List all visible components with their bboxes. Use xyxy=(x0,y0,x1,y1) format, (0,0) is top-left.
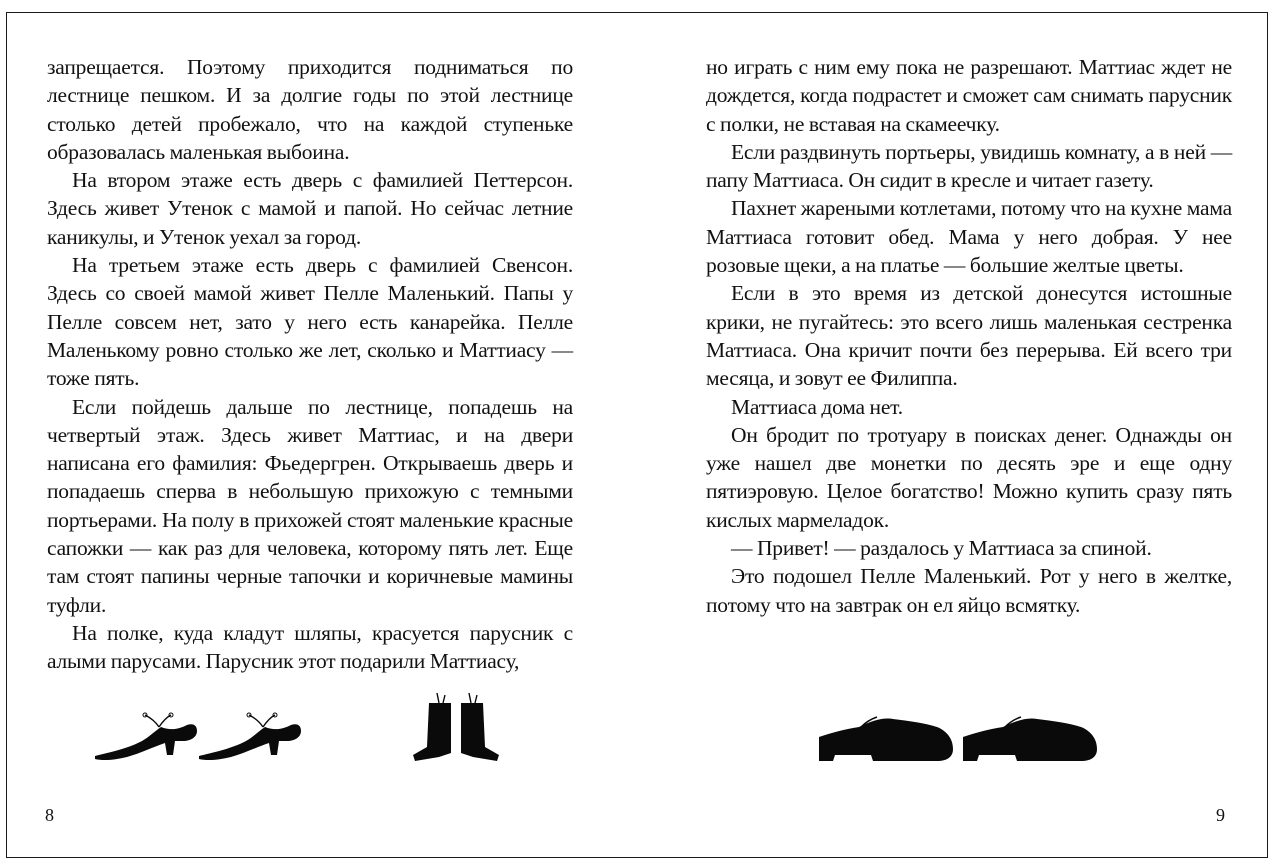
paragraph: Пахнет жареными котлетами, потому что на кухне мама Маттиаса готовит обед. Мама у него добрая. У нее розовые щеки, а на платье — большие желтые цветы. xyxy=(706,196,1232,278)
page-number: 8 xyxy=(45,805,54,825)
paragraph: Это подошел Пелле Маленький. Рот у него в желтке, потому что на завтрак он ел яйцо всмятку. xyxy=(706,564,1232,617)
paragraph: На втором этаже есть дверь с фамилией Петтерсон. Здесь живет Утенок с мамой и папой. Но сейчас летние каникулы, и Утенок уехал за город. xyxy=(47,168,573,249)
paragraph: Маттиаса дома нет. xyxy=(731,394,903,419)
paragraph: Он бродит по тротуару в поисках денег. Однажды он уже нашел две монетки по десять эре и еще одну пятиэровую. Целое богатство! Можно купить сразу пять кислых мармеладок. xyxy=(706,422,1232,532)
paragraph: — Привет! — раздалось у Маттиаса за спиной. xyxy=(731,536,1152,561)
page-number: 9 xyxy=(1216,805,1225,825)
left-page xyxy=(47,53,573,676)
mens-shoes-icon xyxy=(813,693,1113,773)
mens-shoe-icon xyxy=(963,717,1097,761)
heeled-shoes-and-boots-icon xyxy=(87,681,547,781)
paragraph: но играть с ним ему пока не разрешают. Маттиас ждет не дождется, когда подрастет и сможет сам снимать парусник с полки, не вставая на скамеечку. xyxy=(706,55,1232,136)
paragraph: На полке, куда кладут шляпы, красуется парусник с алыми парусами. Парусник этот подарили Маттиасу, xyxy=(47,620,573,674)
heeled-shoe-icon xyxy=(199,713,301,760)
mens-shoe-icon xyxy=(819,717,953,761)
boots-icon xyxy=(413,693,499,761)
paragraph: Если пойдешь дальше по лестнице, попадешь на четвертый этаж. Здесь живет Маттиас, и на двери написана его фамилия: Фьедергрен. Открываешь дверь и попадаешь сперва в небольшую прихожую с темными портьерами. На полу в прихожей стоят маленькие красные сапожки — как раз для человека, которому пять лет. Еще там стоят папины черные тапочки и коричневые мамины туфли. xyxy=(47,394,573,617)
paragraph: Если раздвинуть портьеры, увидишь комнату, а в ней — папу Маттиаса. Он сидит в кресле и читает газету. xyxy=(706,139,1232,193)
paragraph: Если в это время из детской донесутся истошные крики, не пугайтесь: это всего лишь маленькая сестренка Маттиаса. Она кричит почти без перерыва. Ей всего три месяца, и зовут ее Филиппа. xyxy=(706,281,1232,391)
book-spread xyxy=(6,12,1268,858)
heeled-shoe-icon xyxy=(95,713,197,760)
paragraph: На третьем этаже есть дверь с фамилией Свенсон. Здесь со своей мамой живет Пелле Маленький. Папы у Пелле совсем нет, зато у него есть канарейка. Пелле Маленькому ровно столько же лет, сколько и Маттиасу — тоже пять. xyxy=(47,253,573,391)
paragraph: запрещается. Поэтому приходится подниматься по лестнице пешком. И за долгие годы по этой лестнице столько детей пробежало, что на каждой ступеньке образовалась маленькая выбоина. xyxy=(47,55,573,164)
right-page xyxy=(706,53,1232,619)
